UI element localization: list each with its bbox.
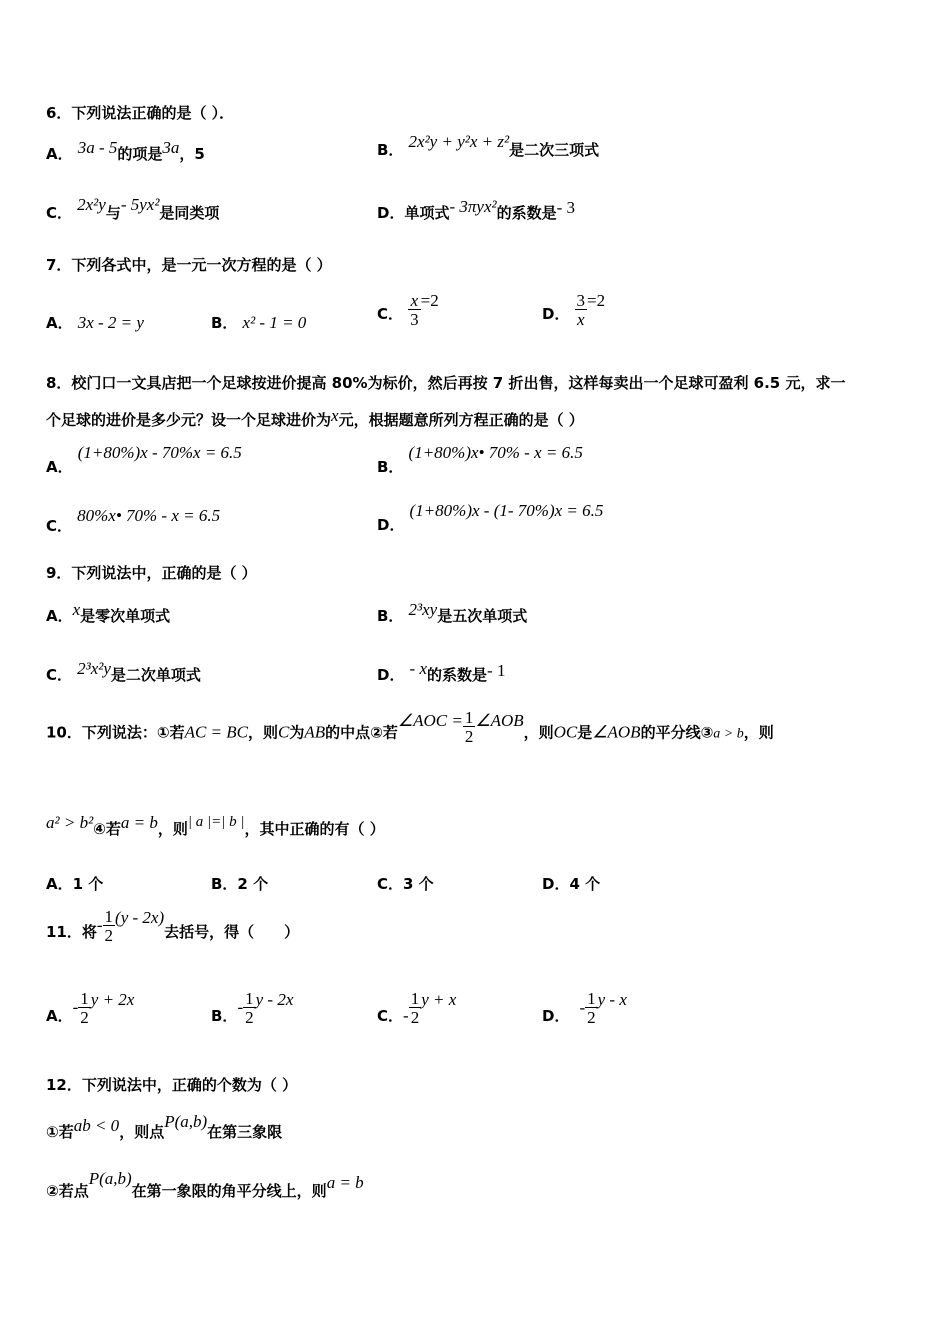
q12-s1-t1: ①若 (46, 1123, 74, 1141)
q6-option-a (46, 138, 205, 164)
q6-d-label: D． (377, 204, 405, 222)
q8-stem-line1: 8．校门口一文具店把一个足球按进价提高 80%为标价，然后再按 7 折出售，这样每卖出一个足球可盈利 6.5 元，求一 (46, 374, 846, 392)
q11-c-rest: y + x (421, 989, 457, 1009)
q12-s1-t2: ，则点 (119, 1123, 165, 1141)
q11-c-label: C． (377, 1006, 404, 1025)
q11-b-rest: y - 2x (255, 989, 294, 1009)
q11-b-num: 1 (245, 989, 254, 1008)
q11-a-fraction (78, 990, 91, 1026)
q10-e4num: 1 (464, 708, 474, 727)
q10-t1: 10．下列说法：①若 (46, 723, 185, 742)
q11-option-d (542, 990, 627, 1026)
q6-c-label: C． (46, 204, 73, 222)
q8-stem-line2b: 元，根据题意所列方程正确的是（ ） (338, 411, 584, 429)
q8-option-c (46, 505, 221, 535)
q10-e9: a = b (120, 813, 158, 832)
q11-t2: 去括号，得（ ） (164, 922, 300, 941)
q12-s2-e2: a = b (326, 1173, 364, 1192)
q11-den: 2 (104, 926, 114, 945)
q11-num: 1 (104, 907, 114, 926)
q10-t2: ，则 (248, 723, 279, 742)
q6-d-text2: 的系数是 (496, 204, 557, 222)
q9-d-expr1: - x (409, 659, 428, 678)
q10-e8: a² > b² (46, 813, 94, 832)
q6-c-expr1: 2x²y (77, 195, 106, 214)
q9-a-text: 是零次单项式 (80, 607, 171, 625)
q11-d-num: 1 (587, 989, 596, 1008)
q10-e4den: 2 (464, 727, 474, 746)
q10-t11: ，其中正确的有（ ） (244, 820, 385, 838)
q9-option-b (377, 600, 528, 626)
q7-option-b (211, 312, 306, 333)
q10-e4a: ∠AOC = (397, 710, 463, 730)
q10-e6: ∠AOB (592, 722, 641, 742)
q7-a-label: A． (46, 314, 73, 332)
q12-s1-e1: ab < 0 (73, 1116, 120, 1135)
q10-stem-line2 (46, 813, 385, 839)
q8-stem-line2a: 个足球的进价是多少元？设一个足球进价为 (46, 411, 332, 429)
q6-option-d (377, 197, 576, 223)
q10-e5: OC (553, 722, 578, 742)
q12-s1-e2: P(a,b) (164, 1112, 208, 1131)
q11-d-fraction (585, 990, 598, 1026)
q11-a-label: A． (46, 1006, 73, 1025)
q12-s2-t1: ②若点 (46, 1182, 89, 1200)
q10-e10: | a |=| b | (187, 814, 245, 830)
q10-t3: 为 (289, 723, 305, 742)
q10-e1: AC = BC (184, 722, 248, 742)
q8-b-expr: (1+80%)x• 70% - x = 6.5 (408, 443, 583, 462)
q7-d-fraction (575, 292, 588, 328)
q10-option-a: A．1 个 (46, 875, 104, 893)
q9-d-label: D． (377, 666, 405, 684)
q10-t8: ，则 (743, 723, 774, 742)
q11-a-den: 2 (80, 1008, 89, 1027)
q12-s1-t3: 在第三象限 (207, 1123, 283, 1141)
q6-d-expr1: - 3πyx² (449, 197, 497, 216)
q7-stem: 7．下列各式中，是一元一次方程的是（ ） (46, 256, 332, 274)
q8-a-expr: (1+80%)x - 70%x = 6.5 (77, 443, 242, 462)
q11-b-den: 2 (245, 1008, 254, 1027)
q6-c-expr2: - 5yx² (120, 195, 160, 214)
q7-c-rest: =2 (420, 290, 439, 310)
q11-neg: - (96, 915, 103, 935)
q7-c-den: 3 (410, 310, 419, 329)
q10-e3: AB (304, 722, 326, 742)
q11-d-neg: - (579, 997, 586, 1017)
q9-option-d (377, 659, 506, 685)
q8-c-expr: 80%x• 70% - x = 6.5 (77, 506, 221, 525)
q6-option-c (46, 195, 220, 223)
q9-c-label: C． (46, 666, 73, 684)
q9-a-label: A． (46, 607, 73, 625)
q11-b-neg: - (237, 997, 244, 1017)
q12-statement-2 (46, 1168, 364, 1200)
q12-statement-1 (46, 1112, 283, 1141)
q6-stem: 6．下列说法正确的是（ ）． (46, 104, 235, 122)
q11-expr: (y - 2x) (115, 907, 165, 927)
q10-e2: C (278, 722, 290, 742)
q11-d-den: 2 (587, 1008, 596, 1027)
q8-d-expr: (1+80%)x - (1- 70%)x = 6.5 (409, 501, 604, 520)
q6-b-expr: 2x²y + y²x + z² (408, 132, 510, 151)
q6-option-b (377, 132, 600, 160)
q6-d-expr2: - 3 (556, 198, 576, 217)
q10-e4b: ∠AOB (475, 710, 524, 730)
q7-c-fraction (408, 292, 421, 328)
q6-b-text: 是二次三项式 (509, 141, 600, 159)
q9-d-expr2: - 1 (487, 661, 506, 680)
q8-option-d (377, 500, 604, 534)
q6-a-expr: 3a - 5 (77, 138, 118, 157)
q11-option-b (211, 990, 293, 1026)
q9-b-text: 是五次单项式 (437, 607, 528, 625)
q11-b-fraction (243, 990, 256, 1026)
q7-a-expr: 3x - 2 = y (77, 313, 144, 332)
q11-c-den: 2 (410, 1008, 420, 1027)
q9-c-text: 是二次单项式 (110, 666, 201, 684)
q11-a-neg: - (72, 997, 79, 1017)
q10-e4-fraction (463, 709, 476, 745)
q10-t5: ，则 (523, 723, 554, 742)
q11-c-num: 1 (410, 989, 420, 1008)
q7-c-label: C． (377, 304, 404, 323)
q7-d-num: 3 (576, 291, 586, 310)
q10-t10: ，则 (157, 820, 188, 838)
q9-b-expr: 2³xy (408, 600, 438, 619)
q7-d-rest: =2 (587, 290, 606, 310)
q7-d-den: x (575, 309, 588, 328)
q7-b-expr: x² - 1 = 0 (242, 313, 307, 332)
q11-c-fraction (409, 990, 422, 1026)
q11-b-label: B． (211, 1006, 238, 1025)
q9-d-text: 的系数是 (427, 666, 488, 684)
q11-t1: 11．将 (46, 922, 97, 941)
q10-stem-line1 (46, 708, 774, 751)
q12-stem: 12．下列说法中，正确的个数为（ ） (46, 1076, 298, 1094)
q7-option-c (377, 292, 439, 328)
q8-stem-var: x (331, 406, 339, 425)
q11-d-rest: y - x (597, 989, 627, 1009)
q8-stem-line2 (46, 406, 584, 430)
q8-option-b (377, 442, 583, 476)
q11-option-c (377, 990, 456, 1026)
q7-option-d (542, 292, 605, 328)
q9-stem: 9．下列说法中，正确的是（ ） (46, 564, 257, 582)
q10-option-b: B．2 个 (211, 875, 269, 893)
q8-a-label: A． (46, 458, 73, 476)
q9-b-label: B． (377, 607, 404, 625)
q10-t7: 的平分线③ (640, 723, 714, 742)
q8-b-label: B． (377, 458, 404, 476)
q11-d-label: D． (542, 1006, 570, 1025)
q10-option-d: D．4 个 (542, 875, 601, 893)
q7-d-label: D． (542, 304, 570, 323)
q6-a-text2: ，5 (179, 145, 205, 163)
q10-option-c: C．3 个 (377, 875, 434, 893)
q6-d-text1: 单项式 (404, 204, 450, 222)
q11-a-num: 1 (80, 989, 89, 1008)
q10-t9: ④若 (93, 820, 121, 838)
q8-c-label: C． (46, 517, 73, 535)
q6-c-text1: 与 (105, 204, 121, 222)
q10-e7: a > b (713, 726, 744, 742)
q8-option-a (46, 442, 242, 476)
q11-option-a (46, 990, 134, 1026)
q6-c-text2: 是同类项 (159, 204, 220, 222)
q9-c-expr: 2³x²y (77, 659, 111, 678)
q7-option-a (46, 312, 144, 333)
q9-option-c (46, 659, 201, 685)
q8-d-label: D． (377, 516, 405, 534)
q11-a-rest: y + 2x (90, 989, 135, 1009)
q9-a-expr: x (72, 600, 81, 619)
q11-stem (46, 908, 299, 944)
q7-c-num: x (410, 291, 419, 310)
q11-fraction (103, 908, 116, 944)
q7-b-label: B． (211, 314, 238, 332)
q12-s2-e1: P(a,b) (88, 1169, 132, 1188)
q6-a-expr2: 3a (162, 138, 180, 157)
q9-option-a (46, 600, 171, 626)
q12-s2-t2: 在第一象限的角平分线上，则 (131, 1182, 327, 1200)
q6-b-label: B． (377, 141, 404, 159)
q10-t6: 是 (577, 723, 593, 742)
q10-t4: 的中点②若 (325, 723, 398, 742)
q6-a-label: A． (46, 145, 73, 163)
q6-a-text1: 的项是 (117, 145, 163, 163)
q11-c-neg: - (403, 1005, 409, 1025)
